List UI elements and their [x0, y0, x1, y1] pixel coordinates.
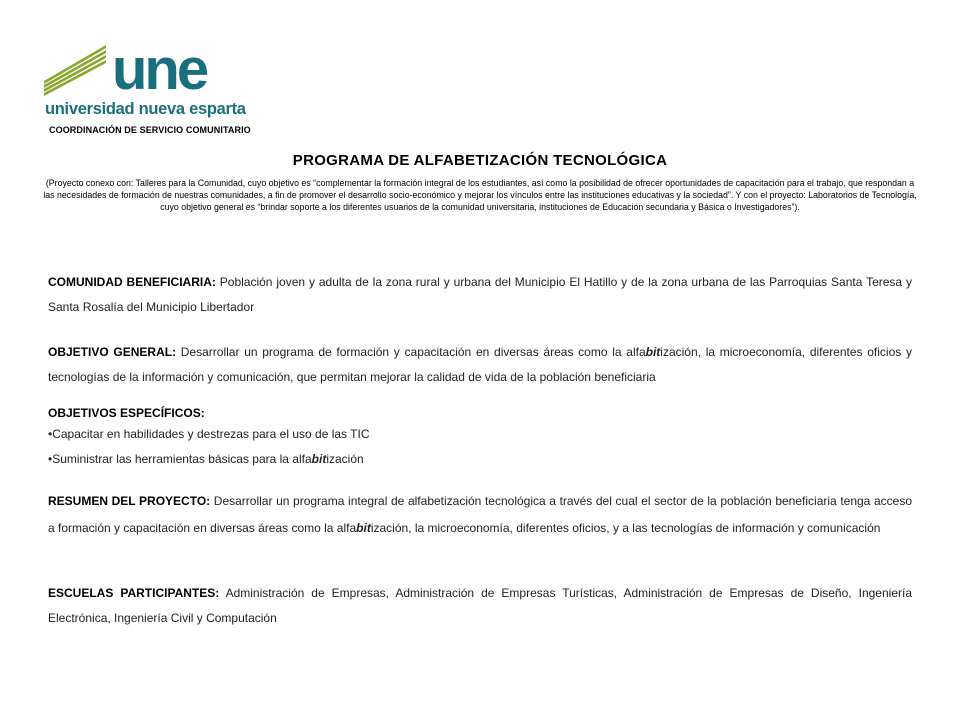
- section-comunidad-beneficiaria: [48, 270, 912, 320]
- italic-fragment: bit: [356, 521, 371, 535]
- section-label: ESCUELAS PARTICIPANTES:: [48, 586, 220, 600]
- section-text-end: ización, la microeconomía, diferentes oficios, y a las tecnologías de información y comunicación: [370, 521, 881, 535]
- section-text: Población joven y adulta de la zona rural y urbana del Municipio El Hatillo y de la zona urbana de las Parroquias Santa Teresa y Santa Rosalía del Municipio Libertador: [48, 275, 912, 314]
- logo-subtitle: universidad nueva esparta: [45, 100, 246, 118]
- page-title: PROGRAMA DE ALFABETIZACIÓN TECNOLÓGICA: [292, 152, 668, 169]
- section-text: Desarrollar un programa integral de alfabetización tecnológica a través del cual el sector de la población beneficiaria tenga acceso a formación y capacitación en diversas áreas como la alfa: [48, 494, 912, 535]
- section-text: Administración de Empresas, Administración de Empresas Turísticas, Administración de Empresas de Diseño, Ingeniería Electrónica, Ingeniería Civil y Computación: [48, 586, 912, 625]
- list-item-text-end: ización: [326, 452, 364, 466]
- section-escuelas-participantes: [48, 581, 912, 631]
- list-item: •Capacitar en habilidades y destrezas para el uso de las TIC: [48, 427, 370, 441]
- section-objetivos-especificos-heading: OBJETIVOS ESPECÍFICOS:: [48, 406, 205, 420]
- section-text-end: ización, la microeconomía, diferentes oficios y tecnologías de la información y comunicación, que permitan mejorar la calidad de vida de la población beneficiaria: [48, 345, 912, 384]
- section-label: RESUMEN DEL PROYECTO:: [48, 494, 211, 508]
- section-objetivo-general: [48, 340, 912, 390]
- section-label: COMUNIDAD BENEFICIARIA:: [48, 275, 216, 289]
- une-logo: [44, 37, 254, 119]
- section-label: OBJETIVO GENERAL:: [48, 345, 177, 359]
- intro-paragraph: (Proyecto conexo con: Talleres para la Comunidad, cuyo objetivo es “complementar la formación integral de los estudiantes, así como la posibilidad de ofrecer oportunidades de capacitación para el trabajo, que respondan a las necesidades de formación de nuestras comunidades, a fin de promover el desarrollo socio-económico y mejorar los vínculos entre las instituciones educativas y la sociedad”. Y con el proyecto: Laboratorios de Tecnología, cuyo objetivo general es “brindar soporte a los diferentes usuarios de la comunidad universitaria, instituciones de Educación secundaria y Básica o Investigadores”).: [43, 178, 917, 212]
- section-text: Desarrollar un programa de formación y capacitación en diversas áreas como la alfa: [176, 345, 646, 359]
- list-item: [48, 448, 912, 470]
- logo-wordmark: une: [112, 37, 207, 102]
- list-item-text: •Suministrar las herramientas básicas para la alfa: [48, 452, 312, 466]
- section-resumen-proyecto: [48, 488, 912, 542]
- logo-stripes: [44, 45, 106, 96]
- italic-fragment: bit: [645, 345, 661, 359]
- italic-fragment: bit: [311, 452, 327, 466]
- coordination-label: COORDINACIÓN DE SERVICIO COMUNITARIO: [49, 125, 251, 135]
